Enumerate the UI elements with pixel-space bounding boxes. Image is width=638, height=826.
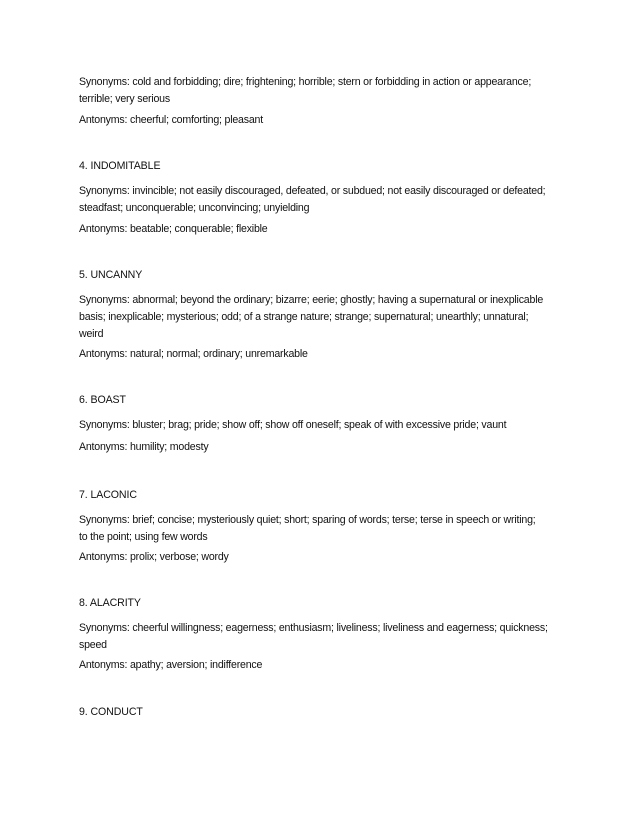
- entry-9-heading: 9. CONDUCT: [79, 706, 143, 718]
- entry-7-synonyms-line-1: Synonyms: brief; concise; mysteriously quiet; short; sparing of words; terse; terse in speech or writing;: [79, 514, 536, 526]
- entry-3-antonyms: Antonyms: cheerful; comforting; pleasant: [79, 114, 263, 126]
- entry-8-synonyms-line-2: speed: [79, 639, 107, 651]
- entry-5-synonyms-line-2: basis; inexplicable; mysterious; odd; of a strange nature; strange; supernatural; unearthly; unnatural;: [79, 311, 529, 323]
- entry-7-heading: 7. LACONIC: [79, 489, 137, 501]
- entry-4-synonyms-line-1: Synonyms: invincible; not easily discouraged, defeated, or subdued; not easily discouraged or defeated;: [79, 185, 546, 197]
- entry-4-synonyms-line-2: steadfast; unconquerable; unconvincing; unyielding: [79, 202, 310, 214]
- entry-6-synonyms-line-1: Synonyms: bluster; brag; pride; show off; show off oneself; speak of with excessive pride; vaunt: [79, 419, 507, 431]
- entry-3-synonyms-line-2: terrible; very serious: [79, 93, 170, 105]
- entry-5-antonyms: Antonyms: natural; normal; ordinary; unremarkable: [79, 348, 308, 360]
- entry-8-antonyms: Antonyms: apathy; aversion; indifference: [79, 659, 263, 671]
- entry-4-antonyms: Antonyms: beatable; conquerable; flexible: [79, 223, 268, 235]
- entry-8-synonyms-line-1: Synonyms: cheerful willingness; eagerness; enthusiasm; liveliness; liveliness and eagerness; quickness;: [79, 622, 548, 634]
- entry-5-synonyms-line-1: Synonyms: abnormal; beyond the ordinary; bizarre; eerie; ghostly; having a supernatural or inexplicable: [79, 294, 544, 306]
- entry-4-heading: 4. INDOMITABLE: [79, 160, 161, 172]
- entry-5-synonyms-line-3: weird: [79, 328, 104, 340]
- entry-6-antonyms: Antonyms: humility; modesty: [79, 441, 209, 453]
- entry-7-antonyms: Antonyms: prolix; verbose; wordy: [79, 551, 229, 563]
- entry-5-heading: 5. UNCANNY: [79, 269, 143, 281]
- entry-8-heading: 8. ALACRITY: [79, 597, 141, 609]
- entry-3-synonyms-line-1: Synonyms: cold and forbidding; dire; frightening; horrible; stern or forbidding in action or appearance;: [79, 76, 532, 88]
- entry-7-synonyms-line-2: to the point; using few words: [79, 531, 208, 543]
- entry-6-heading: 6. BOAST: [79, 394, 126, 406]
